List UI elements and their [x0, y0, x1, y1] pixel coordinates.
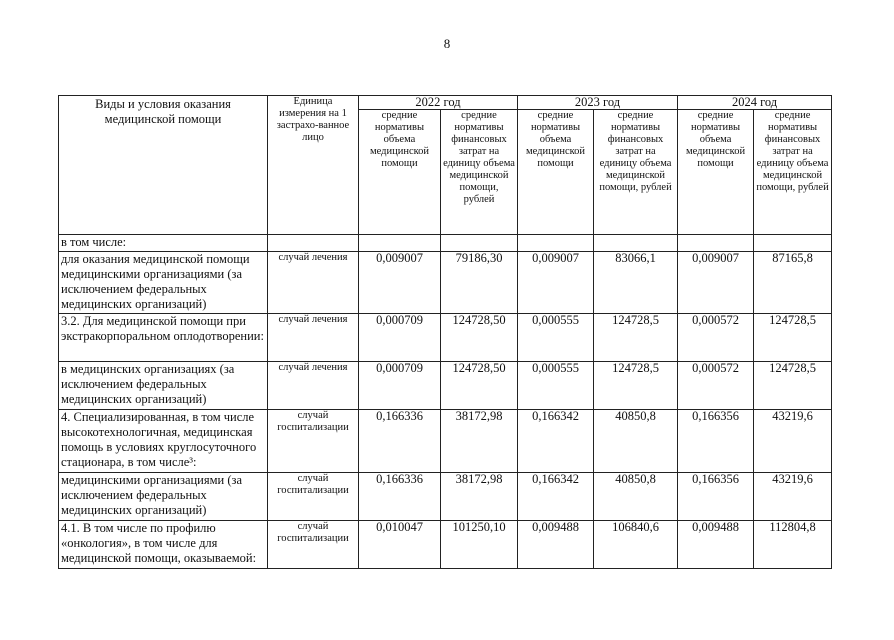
header-unit: Единица измерения на 1 застрахо-ванное лицо: [268, 96, 359, 235]
value-cell: 0,009007: [359, 252, 441, 314]
value-cell: 38172,98: [441, 473, 518, 521]
value-cell: 0,009488: [678, 521, 754, 569]
value-cell: 0,009488: [518, 521, 594, 569]
value-cell: 40850,8: [594, 410, 678, 473]
value-cell: 124728,50: [441, 314, 518, 362]
row-unit: [268, 235, 359, 252]
row-unit: случай лечения: [268, 362, 359, 410]
value-cell: 124728,5: [594, 362, 678, 410]
value-cell: 0,166356: [678, 410, 754, 473]
value-cell: 0,000555: [518, 314, 594, 362]
value-cell: 43219,6: [754, 473, 832, 521]
header-year-2023: 2023 год: [518, 96, 678, 110]
value-cell: [518, 235, 594, 252]
header-2024-cost: средние нормативы финансовых затрат на единицу объема медицинской помощи, рублей: [754, 110, 832, 235]
row-label: для оказания медицинской помощи медицинскими организациями (за исключением федеральных медицинских организаций): [59, 252, 268, 314]
row-unit: случай госпитализации: [268, 521, 359, 569]
row-unit: случай госпитализации: [268, 410, 359, 473]
row-label: 4. Специализированная, в том числе высокотехнологичная, медицинская помощь в условиях круглосуточного стационара, в том числе³:: [59, 410, 268, 473]
value-cell: 0,010047: [359, 521, 441, 569]
value-cell: 40850,8: [594, 473, 678, 521]
value-cell: [359, 235, 441, 252]
table-row: [59, 410, 832, 473]
row-unit: случай госпитализации: [268, 473, 359, 521]
table-row: [59, 314, 832, 362]
value-cell: 79186,30: [441, 252, 518, 314]
value-cell: 124728,5: [594, 314, 678, 362]
header-2023-cost: средние нормативы финансовых затрат на единицу объема медицинской помощи, рублей: [594, 110, 678, 235]
value-cell: 112804,8: [754, 521, 832, 569]
row-label: 4.1. В том числе по профилю «онкология», в том числе для медицинской помощи, оказываемой:: [59, 521, 268, 569]
header-2022-volume: средние нормативы объема медицинской помощи: [359, 110, 441, 235]
value-cell: 101250,10: [441, 521, 518, 569]
value-cell: 0,166342: [518, 410, 594, 473]
table-row: [59, 362, 832, 410]
header-2023-volume: средние нормативы объема медицинской помощи: [518, 110, 594, 235]
value-cell: 43219,6: [754, 410, 832, 473]
value-cell: [678, 235, 754, 252]
header-2024-volume: средние нормативы объема медицинской помощи: [678, 110, 754, 235]
row-label: медицинскими организациями (за исключением федеральных медицинских организаций): [59, 473, 268, 521]
value-cell: 0,000572: [678, 362, 754, 410]
table-row: [59, 473, 832, 521]
value-cell: 87165,8: [754, 252, 832, 314]
value-cell: 0,000572: [678, 314, 754, 362]
row-label: 3.2. Для медицинской помощи при экстракорпоральном оплодотворении:: [59, 314, 268, 362]
value-cell: 0,166336: [359, 410, 441, 473]
value-cell: 0,166356: [678, 473, 754, 521]
value-cell: 0,009007: [518, 252, 594, 314]
header-2022-cost: средние нормативы финансовых затрат на единицу объема медицинской помощи, рублей: [441, 110, 518, 235]
row-label: в медицинских организациях (за исключением федеральных медицинских организаций): [59, 362, 268, 410]
normatives-table: [58, 95, 832, 569]
value-cell: 106840,6: [594, 521, 678, 569]
value-cell: 0,000709: [359, 362, 441, 410]
value-cell: 124728,5: [754, 362, 832, 410]
value-cell: 0,000709: [359, 314, 441, 362]
row-unit: случай лечения: [268, 252, 359, 314]
value-cell: [754, 235, 832, 252]
value-cell: 124728,5: [754, 314, 832, 362]
value-cell: 0,009007: [678, 252, 754, 314]
value-cell: 0,166342: [518, 473, 594, 521]
page-number: 8: [443, 36, 451, 51]
header-year-2024: 2024 год: [678, 96, 832, 110]
value-cell: 0,000555: [518, 362, 594, 410]
header-type-of-care: Виды и условия оказания медицинской помощи: [59, 96, 268, 235]
table-row: [59, 235, 832, 252]
row-unit: случай лечения: [268, 314, 359, 362]
value-cell: 124728,50: [441, 362, 518, 410]
row-label: в том числе:: [59, 235, 268, 252]
value-cell: [594, 235, 678, 252]
table-row: [59, 521, 832, 569]
value-cell: [441, 235, 518, 252]
value-cell: 0,166336: [359, 473, 441, 521]
value-cell: 83066,1: [594, 252, 678, 314]
header-year-2022: 2022 год: [359, 96, 518, 110]
value-cell: 38172,98: [441, 410, 518, 473]
table-row: [59, 252, 832, 314]
